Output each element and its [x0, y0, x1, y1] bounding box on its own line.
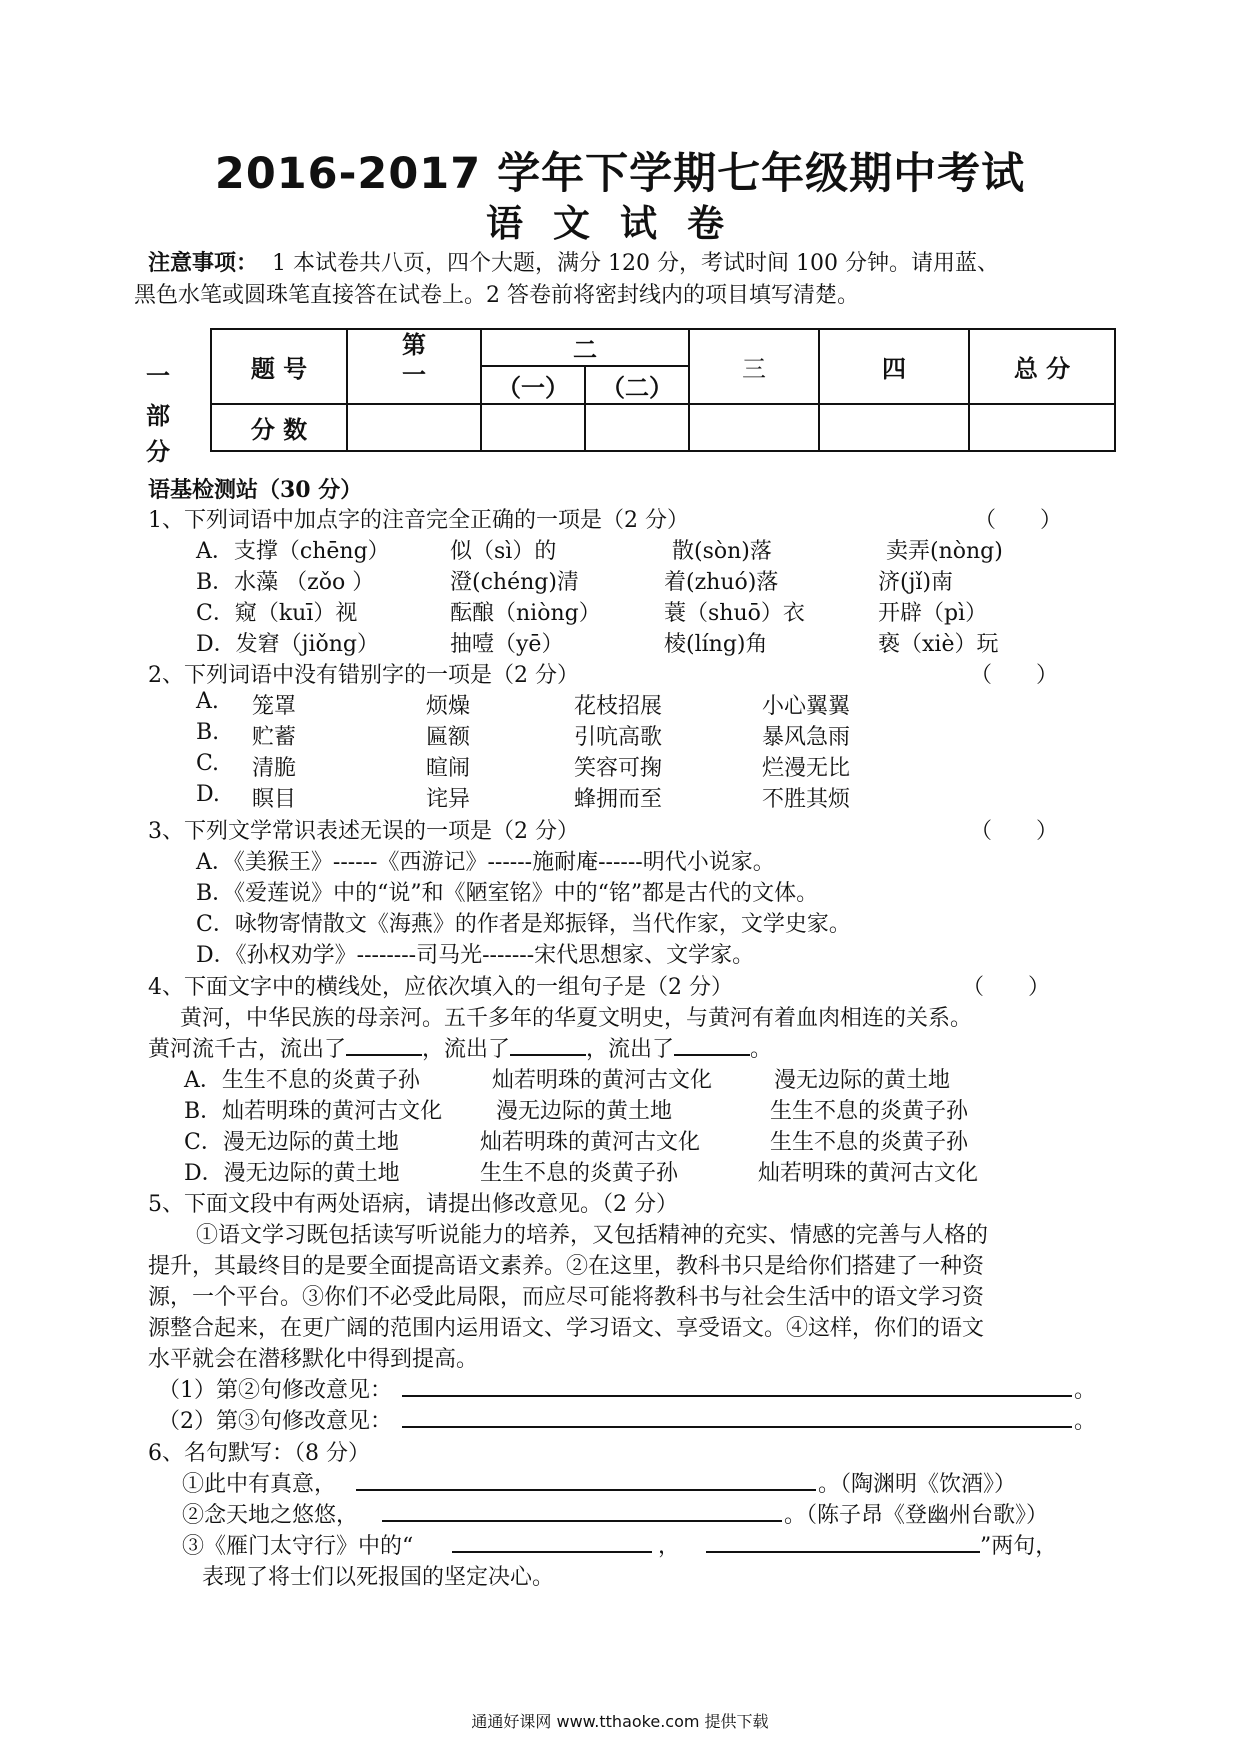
notice-label: 注意事项： [148, 250, 259, 276]
q4-blank-1[interactable] [346, 1032, 422, 1056]
q2-option-a-4: 小心翼翼 [762, 694, 851, 719]
q4-option-a-2: 灿若明珠的黄河古文化 [492, 1068, 713, 1093]
q1-option-a-2: 似（sì）的 [450, 539, 557, 564]
q6-item-1-source: 。（陶渊明《饮酒》） [818, 1472, 1017, 1497]
q4-option-c-3: 生生不息的炎黄子孙 [770, 1130, 969, 1155]
q5-answer-2-line[interactable] [402, 1426, 1072, 1428]
score-table [210, 328, 1116, 452]
col-part-2b: （二） [585, 366, 689, 404]
q1-option-c-3: 蓑（shuō）衣 [664, 601, 805, 626]
q5-answer-2-end: 。 [1074, 1409, 1097, 1434]
q6-item-2-blank[interactable] [382, 1520, 782, 1522]
q2-stem: 2、下列词语中没有错别字的一项是（2 分） [148, 663, 579, 688]
q2-option-d-3: 蜂拥而至 [574, 787, 663, 812]
q2-option-a-3: 花枝招展 [574, 694, 663, 719]
q2-option-b-3: 引吭高歌 [574, 725, 663, 750]
q2-option-b-label: B. [196, 720, 220, 745]
q2-option-a-2: 烦燥 [426, 694, 471, 719]
q3-stem: 3、下列文学常识表述无误的一项是（2 分） [148, 819, 579, 844]
q2-option-b-4: 暴风急雨 [762, 725, 851, 750]
col-part-2: 二 [481, 329, 689, 366]
q1-option-a-1: A．支撑（chēng） [196, 539, 390, 564]
q5-answer-1-line[interactable] [402, 1395, 1072, 1397]
q4-option-b-2: 漫无边际的黄土地 [496, 1099, 673, 1124]
row-label-score: 分 数 [211, 404, 347, 451]
q3-answer-paren[interactable]: （ ） [970, 819, 1059, 844]
q5-answer-1-end: 。 [1074, 1378, 1097, 1403]
q4-option-a-3: 漫无边际的黄土地 [774, 1068, 951, 1093]
col-part-2a: （一） [481, 366, 585, 404]
notice-line-2: 黑色水笔或圆珠笔直接答在试卷上。2 答卷前将密封线内的项目填写清楚。 [134, 283, 859, 308]
q1-option-a-3: 散(sòn)落 [672, 539, 772, 564]
q1-option-b-4: 济(jǐ)南 [878, 570, 954, 595]
q2-option-b-2: 匾额 [426, 725, 471, 750]
q6-item-2-text: ②念天地之悠悠， [182, 1503, 359, 1528]
col-part-3: 三 [689, 329, 819, 404]
q6-item-3-text: ③《雁门太守行》中的“ [182, 1534, 414, 1559]
q4-passage-line-2: 黄河流千古，流出了 ，流出了 ，流出了 。 [148, 1032, 772, 1063]
section-title: 语基检测站（30 分） [148, 477, 363, 503]
q4-option-d-1: D．漫无边际的黄土地 [184, 1161, 400, 1186]
q3-option-c: C．咏物寄情散文《海燕》的作者是郑振铎，当代作家，文学史家。 [196, 912, 851, 937]
score-cell-3[interactable] [689, 404, 819, 451]
q2-option-a-1: 笼罩 [252, 694, 297, 719]
q3-option-d: D．《孙权劝学》--------司马光-------宋代思想家、文学家。 [196, 943, 755, 968]
q4-blank-2[interactable] [510, 1032, 586, 1056]
q6-item-3-line-2: 表现了将士们以死报国的坚定决心。 [202, 1565, 555, 1590]
q6-item-1-text: ①此中有真意， [182, 1472, 337, 1497]
q4-stem: 4、下面文字中的横线处，应依次填入的一组句子是（2 分） [148, 975, 733, 1000]
q2-option-c-3: 笑容可掬 [574, 756, 663, 781]
q1-option-c-4: 开辟（pì） [878, 601, 988, 626]
q5-passage-line-4: 源整合起来，在更广阔的范围内运用语文、学习语文、享受语文。④这样，你们的语文 [148, 1316, 985, 1341]
q4-option-c-2: 灿若明珠的黄河古文化 [480, 1130, 701, 1155]
q2-option-c-1: 清脆 [252, 756, 297, 781]
score-cell-4[interactable] [819, 404, 969, 451]
score-cell-1[interactable] [347, 404, 481, 451]
q5-answer-2-label: （2）第③句修改意见： [158, 1409, 392, 1434]
q4-option-b-1: B．灿若明珠的黄河古文化 [184, 1099, 443, 1124]
q6-item-3-comma: ， [658, 1534, 681, 1559]
q5-passage-line-2: 提升，其最终目的是要全面提高语文素养。②在这里，教科书只是给你们搭建了一种资 [148, 1254, 985, 1279]
q2-option-d-label: D. [196, 782, 220, 807]
q4-option-a-1: A．生生不息的炎黄子孙 [184, 1068, 420, 1093]
q2-option-b-1: 贮蓄 [252, 725, 297, 750]
q1-option-b-2: 澄(chéng)清 [450, 570, 579, 595]
q1-answer-paren[interactable]: （ ） [974, 508, 1063, 533]
q2-option-a-label: A. [196, 689, 219, 714]
score-cell-total[interactable] [969, 404, 1115, 451]
q2-option-d-4: 不胜其烦 [762, 787, 851, 812]
exam-subtitle: 语文试卷 [486, 202, 754, 245]
q2-option-d-2: 诧异 [426, 787, 471, 812]
q5-stem: 5、下面文段中有两处语病，请提出修改意见。（2 分） [148, 1192, 678, 1217]
q6-stem: 6、名句默写：（8 分） [148, 1441, 370, 1466]
q2-option-c-4: 烂漫无比 [762, 756, 851, 781]
q3-option-a: A．《美猴王》------《西游记》------施耐庵------明代小说家。 [196, 850, 775, 875]
q1-option-c-1: C．窥（kuī）视 [196, 601, 358, 626]
q1-option-d-2: 抽噎（yē） [450, 632, 564, 657]
q4-option-d-2: 生生不息的炎黄子孙 [480, 1161, 679, 1186]
side-label-2: 部 [146, 402, 170, 430]
q6-item-1-blank[interactable] [356, 1489, 816, 1491]
q2-answer-paren[interactable]: （ ） [970, 663, 1059, 688]
q1-option-d-3: 棱(líng)角 [664, 632, 768, 657]
q6-item-3-blank-2[interactable] [706, 1551, 980, 1553]
q2-option-c-label: C. [196, 751, 220, 776]
q4-blank-3[interactable] [674, 1032, 750, 1056]
notice-line-1: 1 本试卷共八页，四个大题，满分 120 分，考试时间 100 分钟。请用蓝、 [272, 251, 999, 276]
q1-option-c-2: 酝酿（niòng） [450, 601, 601, 626]
q1-option-a-4: 卖弄(nòng) [886, 539, 1003, 564]
col-part-4: 四 [819, 329, 969, 404]
q5-passage-line-3: 源，一个平台。③你们不必受此局限，而应尽可能将教科书与社会生活中的语文学习资 [148, 1285, 985, 1310]
q1-option-b-1: B．水藻 （zǒo ） [196, 570, 375, 595]
q2-option-d-1: 瞑目 [252, 787, 297, 812]
notice-block [134, 247, 1108, 312]
score-cell-2b[interactable] [585, 404, 689, 451]
q6-item-2-source: 。（陈子昂《登幽州台歌》） [784, 1503, 1049, 1528]
footer-download-note: 通通好课网 www.tthaoke.com 提供下载 [471, 1712, 769, 1731]
score-cell-2a[interactable] [481, 404, 585, 451]
q3-option-b: B．《爱莲说》中的“说”和《陋室铭》中的“铭”都是古代的文体。 [196, 881, 819, 906]
q1-option-b-3: 着(zhuó)落 [664, 570, 779, 595]
q1-option-d-1: D．发窘（jiǒng） [196, 632, 379, 657]
side-label-1: 一 [146, 362, 170, 390]
q4-option-c-1: C．漫无边际的黄土地 [184, 1130, 399, 1155]
q4-option-d-3: 灿若明珠的黄河古文化 [758, 1161, 979, 1186]
q1-option-d-4: 亵（xiè）玩 [878, 632, 999, 657]
q5-passage-line-1: ①语文学习既包括读写听说能力的培养，又包括精神的充实、情感的完善与人格的 [196, 1223, 989, 1248]
col-part-1: 第一 [347, 329, 481, 404]
q6-item-3-end: ”两句， [980, 1534, 1058, 1559]
q1-stem: 1、下列词语中加点字的注音完全正确的一项是（2 分） [148, 508, 689, 533]
col-total: 总 分 [969, 329, 1115, 404]
exam-title: 2016-2017 学年下学期七年级期中考试 [214, 149, 1026, 199]
q5-answer-1-label: （1）第②句修改意见： [158, 1378, 392, 1403]
q4-passage-line-1: 黄河，中华民族的母亲河。五千多年的华夏文明史，与黄河有着血肉相连的关系。 [180, 1006, 973, 1031]
q4-option-b-3: 生生不息的炎黄子孙 [770, 1099, 969, 1124]
q6-item-3-blank-1[interactable] [452, 1551, 652, 1553]
side-label-3: 分 [146, 438, 170, 466]
row-label-question-number: 题 号 [211, 329, 347, 404]
q5-passage-line-5: 水平就会在潜移默化中得到提高。 [148, 1347, 479, 1372]
q4-answer-paren[interactable]: （ ） [962, 975, 1051, 1000]
q2-option-c-2: 暄闹 [426, 756, 471, 781]
